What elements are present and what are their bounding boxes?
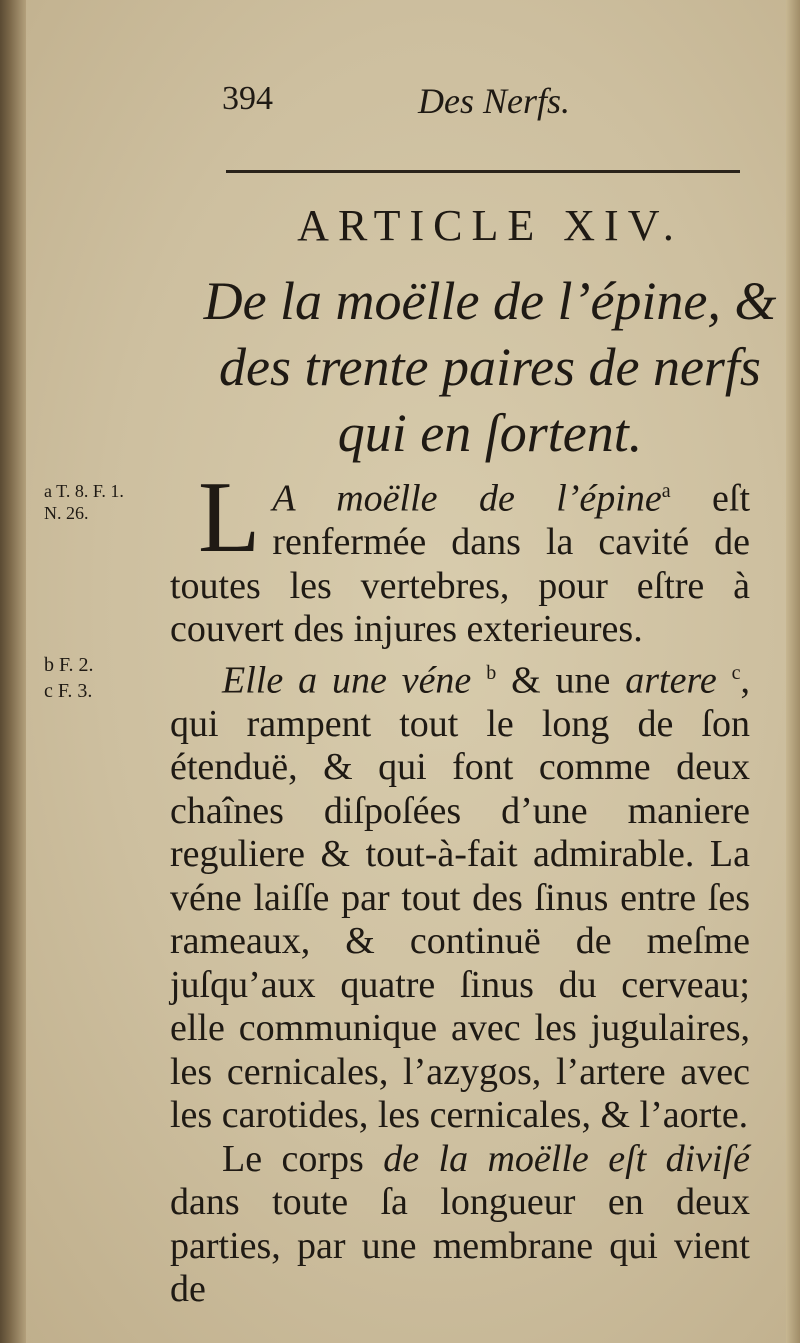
footnote-marker: c	[731, 661, 741, 684]
running-title: Des Nerfs.	[418, 81, 570, 121]
margin-note-a: a T. 8. F. 1. N. 26.	[44, 481, 124, 523]
page-number: 394	[222, 80, 273, 117]
title-line-2: des trente paires de nerfs	[219, 337, 761, 397]
header-rule	[226, 170, 740, 173]
margin-note-b: b F. 2. c F. 3.	[44, 654, 94, 702]
footnote-marker: b	[486, 661, 497, 684]
book-gutter	[0, 0, 26, 1343]
title-line-3: qui en ſortent.	[337, 403, 643, 463]
drop-cap: L	[198, 461, 261, 574]
paragraph-3: Le corps de la moëlle eſt diviſé dans toute ſa longueur en deux parties, par une membrane qui vient de	[170, 1137, 751, 1311]
footnote-marker: a	[661, 480, 671, 502]
body-text	[170, 461, 751, 1312]
paragraph-2: Elle a une véne $^b$ & une artere $^c$, qui rampent tout le long de ſon étenduë, & qui font comme deux chaînes diſpoſées d’une maniere reguliere & tout-à-fait admirable. La véne laiſſe par tout des ſinus entre ſes rameaux, & continuë de meſme juſqu’aux quatre ſinus du cerveau; elle communique avec les jugulaires, les cernicales, l’azygos, l’artere avec les carotides, les cernicales, & l’aorte.	[170, 659, 750, 1137]
article-heading: ARTICLE XIV.	[297, 201, 683, 250]
page-edge	[786, 0, 800, 1343]
chapter-title	[190, 268, 790, 466]
title-line-1: De la moëlle de l’épine, &	[203, 271, 777, 331]
paragraph-1: L A moëlle de l’épine$^a$ eſt renfermée dans la cavité de toutes les vertebres, pour eſtre à couvert des injures exterieures.	[170, 461, 750, 651]
running-header	[222, 78, 742, 126]
